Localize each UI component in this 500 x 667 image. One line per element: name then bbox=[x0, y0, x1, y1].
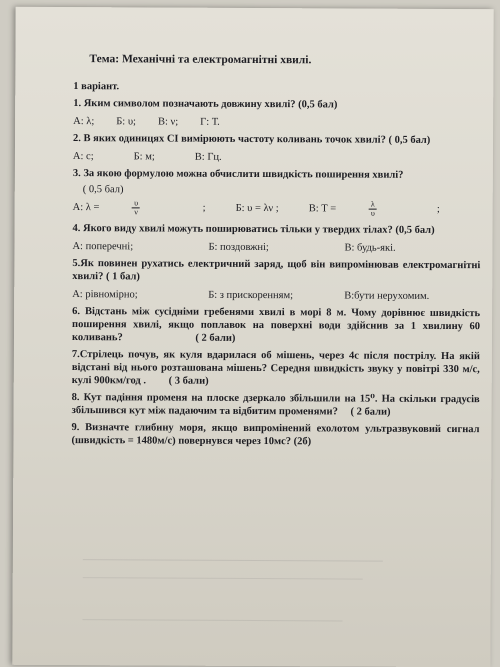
question-6-text: 6. Відстань між сусідніми гребенями хвилі в морі 8 м. Чому дорівнює швидкість поширення хвилі, якщо поплавок на поверхні води здійснив за 1 хвилину 60 коливань? ( 2 бали) bbox=[71, 306, 481, 344]
question-1-options bbox=[73, 115, 481, 130]
question-5-options bbox=[72, 288, 480, 303]
question-6 bbox=[72, 305, 480, 346]
worksheet-content bbox=[71, 53, 481, 449]
q3-option-b: Б: υ = λν ; bbox=[235, 202, 279, 215]
question-9 bbox=[71, 421, 479, 449]
question-8 bbox=[72, 391, 480, 419]
variant-label: 1 варіант. bbox=[73, 81, 120, 93]
page-title: Тема: Механічні та електромагнітні хвилі. bbox=[89, 53, 312, 67]
q4-option-c: В: будь-які. bbox=[344, 242, 396, 254]
q2-option-c: В: Гц. bbox=[194, 151, 222, 163]
q5-option-b: Б: з прискоренням; bbox=[208, 289, 294, 302]
q5-option-a: А: рівномірно; bbox=[72, 289, 138, 301]
question-7-text: 7.Стрілець почув, як куля вдарилася об мішень, через 4с після пострілу. На якій відстані від нього розташована мішень? Середня швидкість звуку у повітрі 330 м/с, кулі 900км/год . ( 3 бали) bbox=[71, 349, 480, 387]
bleed-through-line bbox=[82, 619, 342, 627]
question-9-text: 9. Визначте глибину моря, якщо випромінений ехолотом ультразвуковий сигнал (швидкість = 1480м/с) повернувся через 10мс? (2б) bbox=[71, 422, 480, 448]
question-3 bbox=[73, 167, 481, 218]
question-8-text: 8. Кут падіння променя на плоске дзеркало збільшили на 15⁰. На скільки градусів збільшився кут між падаючим та відбитим променями? ( 2 бали) bbox=[71, 392, 480, 418]
paper-sheet bbox=[12, 7, 493, 667]
question-4-text: 4. Якого виду хвилі можуть поширюватись тільки у твердих тілах? (0,5 бал) bbox=[72, 223, 435, 236]
question-4-options bbox=[72, 240, 480, 255]
question-4 bbox=[72, 222, 480, 255]
question-8-points: ( 2 бали) bbox=[350, 406, 391, 418]
question-2 bbox=[73, 132, 481, 165]
question-3-text: 3. За якою формулою можна обчислити швидкість поширення хвилі? bbox=[72, 168, 404, 181]
q1-option-d: Г: Т. bbox=[200, 116, 220, 128]
q3-option-c-fraction: $\frac{\lambda}{\upsilon}$ bbox=[369, 201, 407, 218]
question-2-options bbox=[73, 150, 481, 165]
q3-option-c: В: Т = $\frac{\lambda}{\upsilon}$ ; bbox=[308, 199, 440, 218]
q4-option-b: Б: поздовжні; bbox=[208, 241, 269, 254]
q3-option-a: А: λ = $\frac{\upsilon}{\nu}$ ; bbox=[72, 198, 206, 217]
question-7-points: ( 3 бали) bbox=[168, 375, 209, 387]
q4-option-a: А: поперечні; bbox=[72, 241, 134, 253]
question-5 bbox=[72, 257, 480, 303]
question-2-text: 2. В яких одиницях СІ вимірюють частоту коливань точок хвилі? ( 0,5 бал) bbox=[73, 133, 431, 146]
question-1 bbox=[73, 97, 481, 130]
q5-option-c: В:бути нерухомим. bbox=[344, 290, 430, 302]
q2-option-a: А: с; bbox=[72, 151, 94, 163]
q1-option-c: В: ν; bbox=[157, 116, 179, 128]
q1-option-b: Б: υ; bbox=[116, 116, 136, 128]
question-6-points: ( 2 бали) bbox=[195, 332, 236, 344]
question-1-text: 1. Яким символом позначають довжину хвилі? (0,5 бал) bbox=[73, 98, 338, 111]
q2-option-b: Б: м; bbox=[133, 151, 155, 163]
bleed-through-line bbox=[83, 577, 363, 585]
question-5-text: 5.Як повинен рухатись електричний заряд, щоб він випромінював електромагнітні хвилі? ( 1 бал) bbox=[72, 258, 481, 283]
q1-option-a: А: λ; bbox=[73, 116, 95, 128]
question-3-options bbox=[73, 199, 481, 218]
question-3-points: ( 0,5 бал) bbox=[82, 184, 124, 196]
bleed-through-line bbox=[83, 559, 383, 568]
question-7 bbox=[72, 348, 480, 389]
q3-option-a-fraction: $\frac{\upsilon}{\nu}$ bbox=[132, 199, 170, 216]
